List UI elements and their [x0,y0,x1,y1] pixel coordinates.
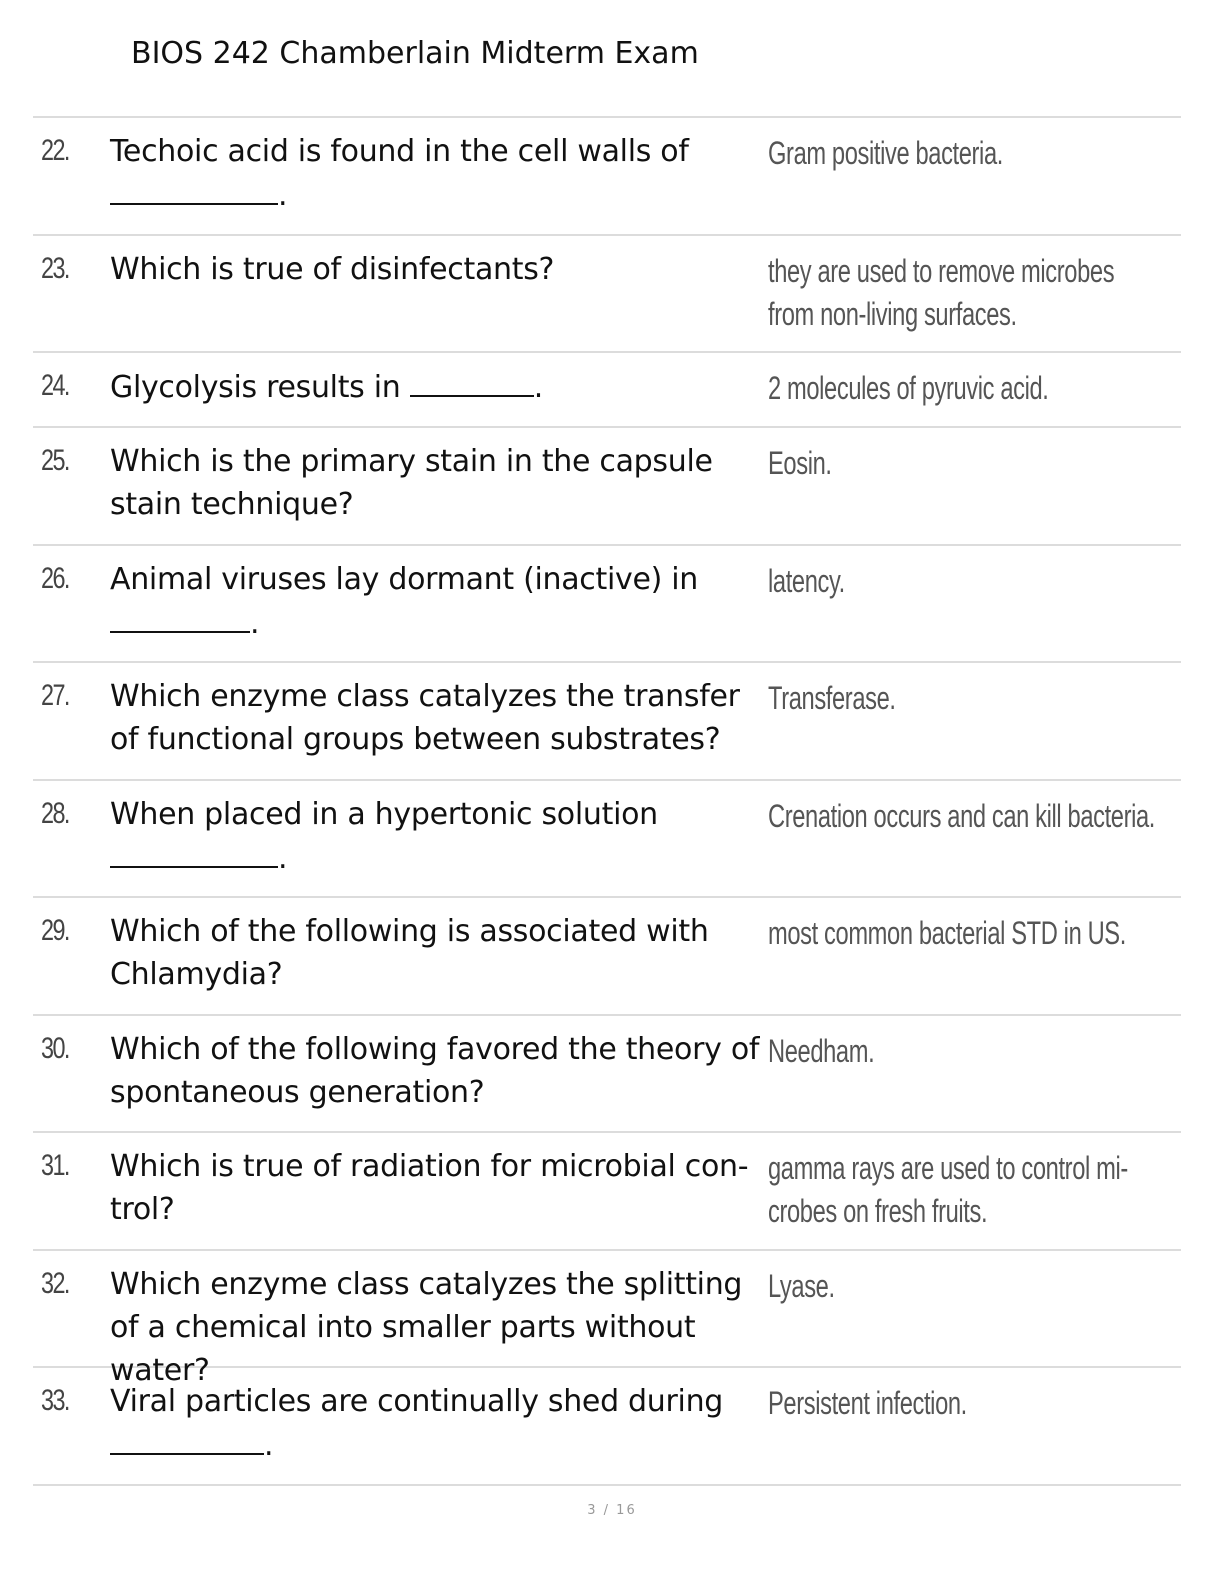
answer-blank [110,836,278,868]
question-text: Which of the following is associated with Chlamydia? [110,914,709,992]
answer-blank [110,601,250,633]
question-text-wrap [110,1145,765,1231]
question-text-wrap [110,558,765,645]
question-row [33,428,1181,546]
question-number: 28. [41,796,69,830]
answer-text: they are used to remove microbes from non-living surfaces. [768,252,1115,332]
blank-suffix: . [278,178,288,213]
question-number: 25. [41,444,69,477]
answer-text: Eosin. [768,445,832,481]
question-number: 32. [41,1266,69,1300]
answer-text: most common bacterial STD in US. [768,915,1126,951]
question-row [33,118,1181,236]
question-text: Animal viruses lay dormant (inactive) in [110,561,699,597]
question-number: 24. [41,369,69,402]
question-text: Techoic acid is found in the cell walls of [110,134,689,169]
question-number: 31. [41,1149,69,1182]
answer-blank [110,173,278,205]
question-row [33,1368,1181,1486]
answer-text: Transferase. [768,680,896,716]
blank-suffix: . [278,840,288,876]
question-text: Which of the following favored the theory of spontaneous generation? [110,1031,760,1110]
answer-text: latency. [768,562,845,599]
question-number: 30. [41,1031,69,1065]
document-title: BIOS 242 Chamberlain Midterm Exam [131,36,699,71]
question-row [33,1016,1181,1134]
question-number: 23. [41,251,69,285]
question-text-wrap [110,440,765,526]
question-number: 29. [41,914,69,947]
answer-text: Crenation occurs and can kill bacteria. [768,797,1156,834]
question-text: Which is true of disinfectants? [110,251,555,287]
question-row [33,546,1181,664]
question-text-wrap [110,1028,765,1114]
question-number: 26. [41,561,69,595]
answer-text: Persistent infection. [768,1385,967,1421]
answer-text: Gram positive bacteria. [768,135,1003,171]
answer-text: Needham. [768,1032,875,1069]
blank-suffix: . [264,1428,274,1463]
question-row [33,781,1181,899]
answer-text: 2 molecules of pyruvic acid. [768,370,1049,406]
answer-blank [110,1423,264,1455]
question-text: When placed in a hypertonic solution [110,796,658,832]
question-text: Which enzyme class catalyzes the splitting of a chemical into smaller parts without water? [110,1266,743,1388]
question-number: 33. [41,1384,69,1417]
blank-suffix: . [533,370,543,405]
question-text: Viral particles are continually shed during [110,1384,724,1419]
question-text: Which is true of radiation for microbial con-trol? [110,1149,749,1227]
answer-text: Lyase. [768,1267,835,1304]
question-row [33,663,1181,781]
question-text-wrap [110,910,765,996]
answer-blank [410,365,534,397]
question-row [33,1133,1181,1251]
question-list [33,116,1181,1486]
question-text-wrap [110,248,765,291]
question-text-wrap [110,130,765,217]
question-text-wrap [110,675,765,761]
blank-suffix: . [250,605,260,641]
question-number: 22. [41,134,69,167]
question-row [33,1251,1181,1388]
page-number: 3 / 16 [587,1503,637,1518]
question-number: 27. [41,679,69,712]
question-row [33,898,1181,1016]
question-text-wrap [110,793,765,880]
question-text-wrap [110,1380,765,1467]
question-row [33,236,1181,354]
question-row [33,353,1181,428]
question-text: Which is the primary stain in the capsule stain technique? [110,444,713,522]
question-text-wrap [110,365,765,409]
answer-text: gamma rays are used to control mi-crobes on fresh fruits. [768,1150,1128,1229]
question-text: Glycolysis results in [110,370,401,405]
question-text: Which enzyme class catalyzes the transfer of functional groups between substrates? [110,679,740,757]
